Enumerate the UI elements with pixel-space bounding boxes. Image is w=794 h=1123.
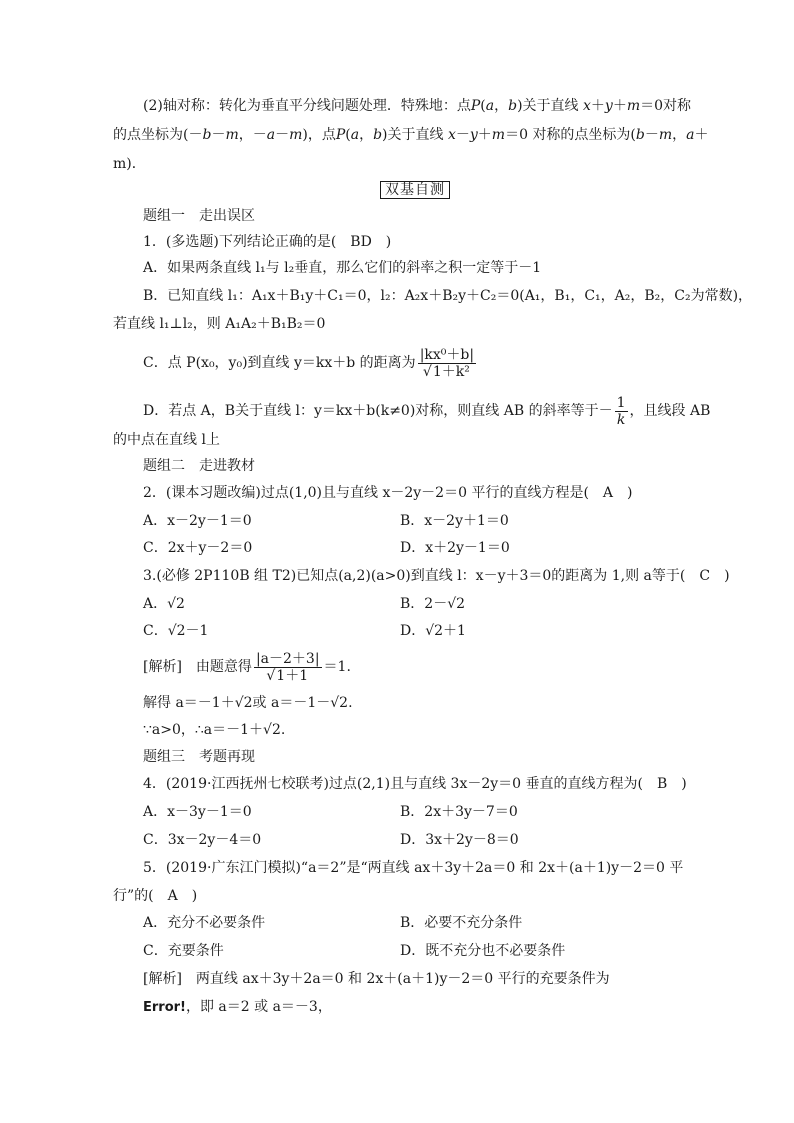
fraction: $\frac{|a-2+3|}{√1+1}$ — [255, 650, 320, 684]
q5-solution-line2: Error!，即 a＝2 或 a＝－3， — [143, 999, 332, 1015]
q2-option-b: B．x－2y＋1＝0 — [400, 513, 509, 529]
fraction: $\frac{\text{|kx⁰＋b|}}{\text{√1＋k²}}$ — [419, 346, 475, 380]
q1-option-b-line2: 若直线 l₁⊥l₂，则 A₁A₂＋B₁B₂＝0 — [113, 316, 326, 332]
q2-stem: 2．(课本习题改编)过点(1,0)且与直线 x－2y－2＝0 平行的直线方程是( A ) — [143, 485, 633, 501]
q4-option-a: A．x－3y－1＝0 — [143, 804, 252, 820]
q3-solution-line1: [解析] 由题意得 $\frac{|a-2+3|}{√1+1}$ ＝1. — [143, 650, 351, 684]
q5-option-d: D．既不充分也不必要条件 — [400, 943, 566, 959]
q5-solution-line1: [解析] 两直线 ax＋3y＋2a＝0 和 2x＋(a＋1)y－2＝0 平行的充要条件为 — [143, 971, 610, 987]
section-title: 双基自测 — [380, 180, 450, 200]
q1-option-a: A．如果两条直线 l₁与 l₂垂直，那么它们的斜率之积一定等于－1 — [143, 260, 542, 276]
intro-line-2: 的点坐标为(－b－m，－a－m)，点P(a，b)关于直线 x－y＋m＝0 对称的点坐标为(b－m，a＋ — [113, 127, 709, 143]
q5-option-c: C．充要条件 — [143, 943, 224, 959]
q3-solution-line3: ∵a>0，∴a＝－1＋√2. — [143, 722, 286, 738]
q1-option-d-line1: D．若点 A，B关于直线 l：y＝kx＋b(k≠0)对称，则直线 AB 的斜率等于－ $\frac{1}{k}$ ，且线段 AB — [143, 394, 711, 428]
q2-option-c: C．2x＋y－2＝0 — [143, 540, 253, 556]
q1-option-c: C．点 P(x₀，y₀)到直线 y＝kx＋b 的距离为 $\frac{\text{|kx⁰＋b|}}{\text{√1＋k²}}$ — [143, 346, 475, 380]
q4-option-c: C．3x－2y－4＝0 — [143, 832, 262, 848]
q2-option-d: D．x＋2y－1＝0 — [400, 540, 510, 556]
q5-option-b: B．必要不充分条件 — [400, 915, 523, 931]
q3-option-a: A．√2 — [143, 596, 185, 612]
error-text: Error! — [143, 1000, 186, 1015]
math-point: P — [470, 98, 481, 114]
group-heading-3: 题组三 考题再现 — [143, 749, 255, 765]
group-heading-2: 题组二 走进教材 — [143, 458, 255, 474]
q4-option-b: B．2x＋3y－7＝0 — [400, 804, 518, 820]
q1-option-d-line2: 的中点在直线 l上 — [113, 432, 220, 448]
q1-stem: 1．(多选题)下列结论正确的是( BD ) — [143, 234, 392, 250]
q3-option-b: B．2－√2 — [400, 596, 466, 612]
group-heading-1: 题组一 走出误区 — [143, 208, 255, 224]
q5-stem-line1: 5．(2019·广东江门模拟)“a＝2”是“两直线 ax＋3y＋2a＝0 和 2x＋(a＋1)y－2＝0 平 — [143, 860, 684, 876]
q3-stem: 3.(必修 2P110B 组 T2)已知点(a,2)(a>0)到直线 l：x－y＋3＝0的距离为 1,则 a等于( C ) — [143, 568, 730, 584]
q4-option-d: D．3x＋2y－8＝0 — [400, 832, 519, 848]
q1-option-b-line1: B．已知直线 l₁：A₁x＋B₁y＋C₁＝0，l₂：A₂x＋B₂y＋C₂＝0(A₁，B₁，C₁，A₂，B₂，C₂为常数)， — [143, 288, 753, 304]
fraction: $\frac{1}{k}$ — [616, 394, 626, 428]
q5-stem-line2: 行”的( A ) — [113, 888, 198, 904]
q3-option-d: D．√2＋1 — [400, 623, 466, 639]
intro-line-3: m)． — [113, 156, 146, 172]
q3-option-c: C．√2－1 — [143, 623, 209, 639]
q5-option-a: A．充分不必要条件 — [143, 915, 266, 931]
q3-solution-line2: 解得 a＝－1＋√2或 a＝－1－√2. — [143, 695, 353, 711]
intro-line-1: (2)轴对称：转化为垂直平分线问题处理．特殊地：点P(a，b)关于直线 x＋y＋m＝0对称 — [143, 98, 692, 114]
q2-option-a: A．x－2y－1＝0 — [143, 513, 252, 529]
q4-stem: 4．(2019·江西抚州七校联考)过点(2,1)且与直线 3x－2y＝0 垂直的直线方程为( B ) — [143, 776, 687, 792]
